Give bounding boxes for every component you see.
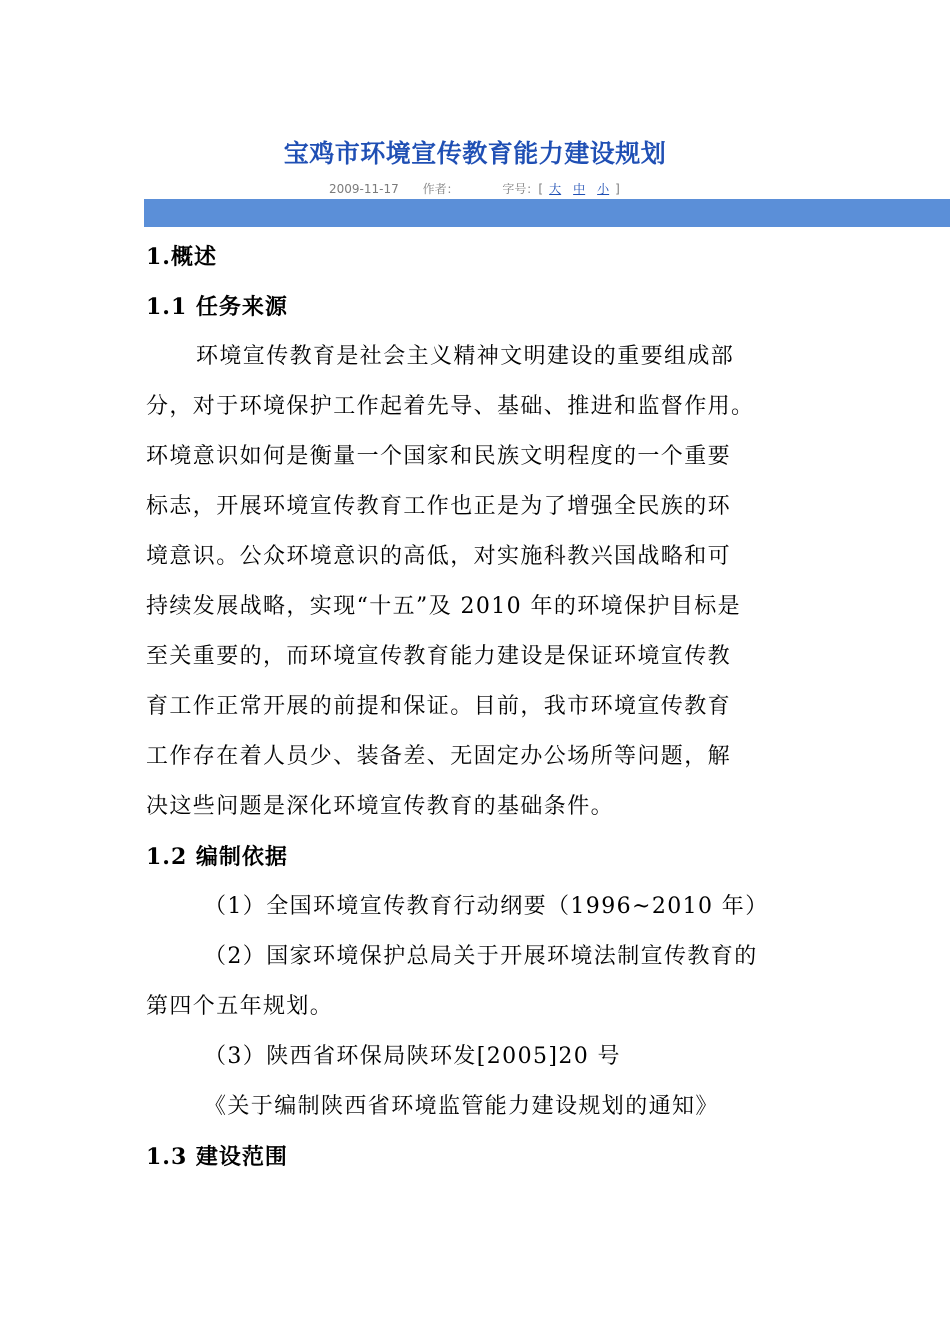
paragraph-line: 标志，开展环境宣传教育工作也正是为了增强全民族的环	[146, 494, 732, 519]
paragraph-line: 决这些问题是深化环境宣传教育的基础条件。	[146, 794, 615, 819]
page-title: 宝鸡市环境宣传教育能力建设规划	[283, 139, 667, 168]
header-divider-bar	[144, 199, 950, 227]
author-label: 作者：	[422, 182, 459, 196]
basis-item: （2）国家环境保护总局关于开展环境法制宣传教育的	[204, 944, 758, 969]
section-heading: 1.概述	[146, 244, 217, 270]
fontsize-large-link[interactable]: 大	[549, 182, 562, 196]
paragraph-line: 持续发展战略，实现“十五”及 2010 年的环境保护目标是	[146, 594, 742, 619]
fontsize-small-link[interactable]: 小	[597, 182, 610, 196]
fontsize-close-bracket: ]	[615, 182, 620, 196]
basis-item: 第四个五年规划。	[146, 994, 334, 1019]
subsection-heading: 1.3 建设范围	[146, 1144, 288, 1170]
basis-item: （1）全国环境宣传教育行动纲要（1996~2010 年）	[204, 894, 769, 919]
fontsize-medium-link[interactable]: 中	[573, 182, 586, 196]
paragraph-line: 育工作正常开展的前提和保证。目前，我市环境宣传教育	[146, 694, 732, 719]
basis-item: 《关于编制陕西省环境监管能力建设规划的通知》	[204, 1094, 719, 1119]
subsection-heading: 1.2 编制依据	[146, 844, 288, 870]
paragraph-line: 环境意识如何是衡量一个国家和民族文明程度的一个重要	[146, 444, 732, 469]
article-body	[146, 232, 806, 1182]
subsection-heading: 1.1 任务来源	[146, 294, 288, 320]
paragraph-line: 至关重要的，而环境宣传教育能力建设是保证环境宣传教	[146, 644, 732, 669]
paragraph-line: 境意识。公众环境意识的高低，对实施科教兴国战略和可	[146, 544, 732, 569]
paragraph-line: 分，对于环境保护工作起着先导、基础、推进和监督作用。	[146, 394, 755, 419]
fontsize-label: 字号：[	[502, 182, 544, 196]
paragraph-line: 工作存在着人员少、装备差、无固定办公场所等问题，解	[146, 744, 732, 769]
paragraph-line: 环境宣传教育是社会主义精神文明建设的重要组成部	[196, 344, 735, 369]
article-meta	[329, 180, 620, 197]
basis-item: （3）陕西省环保局陕环发[2005]20 号	[204, 1044, 621, 1069]
publish-date: 2009-11-17	[329, 182, 399, 196]
